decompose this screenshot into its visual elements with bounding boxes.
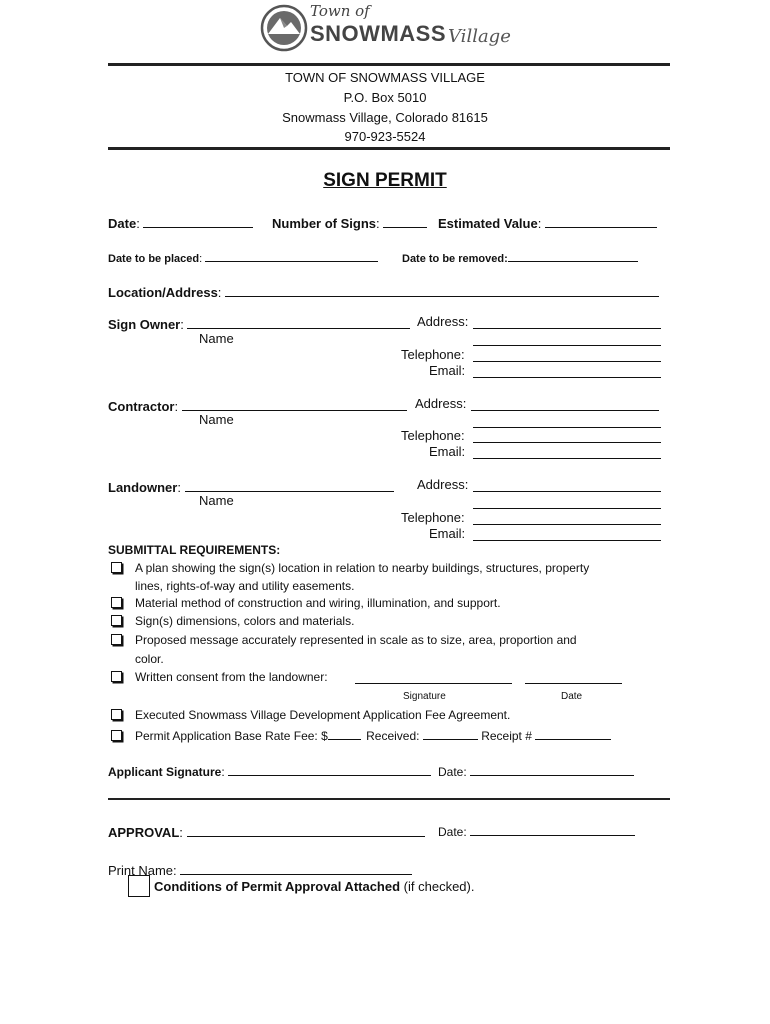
- contractor-telephone-field[interactable]: [473, 442, 661, 443]
- org-city: Snowmass Village, Colorado 81615: [282, 110, 488, 125]
- date-placed-row: Date to be placed:: [108, 250, 378, 265]
- page-title: SIGN PERMIT: [323, 170, 447, 191]
- logo-village: Village: [448, 26, 511, 47]
- consent-date-field[interactable]: [525, 683, 622, 684]
- checkbox-icon[interactable]: [111, 730, 122, 741]
- sign-owner-name-caption: Name: [199, 331, 234, 346]
- contractor-address-field[interactable]: [471, 410, 659, 411]
- submittal-item-text: A plan showing the sign(s) location in relation to nearby buildings, structures, property: [135, 561, 590, 575]
- logo-town-of: Town of: [310, 2, 370, 20]
- contractor-telephone-label: Telephone:: [401, 428, 465, 443]
- checkbox-icon[interactable]: [111, 615, 122, 626]
- landowner-address-line2[interactable]: [473, 508, 661, 509]
- checkbox-icon[interactable]: [111, 671, 122, 682]
- sign-owner-name-field[interactable]: [187, 314, 410, 329]
- contractor-address-line2[interactable]: [473, 427, 661, 428]
- submittal-item-text: Sign(s) dimensions, colors and materials.: [135, 614, 355, 628]
- contractor-name-caption: Name: [199, 412, 234, 427]
- contractor-email-field[interactable]: [473, 458, 661, 459]
- sign-owner-address-line2[interactable]: [473, 345, 661, 346]
- print-name-field[interactable]: [180, 860, 412, 875]
- submittal-item-plan: [111, 561, 589, 575]
- base-fee-field[interactable]: [328, 727, 361, 740]
- submittal-item-text: Executed Snowmass Village Development Application Fee Agreement.: [135, 708, 511, 722]
- org-po-box: P.O. Box 5010: [343, 90, 427, 105]
- date-placed-field[interactable]: [205, 250, 378, 262]
- landowner-row: Landowner:: [108, 477, 394, 495]
- submittal-heading: SUBMITTAL REQUIREMENTS:: [108, 543, 281, 557]
- applicant-date-label: Date:: [438, 765, 467, 779]
- landowner-label: Landowner: [108, 480, 178, 495]
- sign-owner-telephone-field[interactable]: [473, 361, 661, 362]
- org-name: TOWN OF SNOWMASS VILLAGE: [285, 70, 485, 85]
- submittal-item-text: Written consent from the landowner:: [135, 670, 328, 684]
- submittal-item-message-cont: color.: [135, 652, 164, 666]
- location-row: Location/Address:: [108, 282, 659, 300]
- sign-owner-row: Sign Owner:: [108, 314, 410, 332]
- submittal-item-text: Proposed message accurately represented in scale as to size, area, proportion and: [135, 633, 577, 647]
- landowner-telephone-field[interactable]: [473, 524, 661, 525]
- submittal-item-dimensions: [111, 614, 354, 628]
- submittal-item-material: [111, 596, 501, 610]
- landowner-email-field[interactable]: [473, 540, 661, 541]
- contractor-email-label: Email:: [429, 444, 466, 459]
- conditions-bold-text: Conditions of Permit Approval Attached: [154, 879, 401, 894]
- date-removed-label: Date to be removed:: [402, 253, 508, 265]
- checkbox-icon[interactable]: [111, 634, 122, 645]
- submittal-item-consent: [111, 670, 328, 684]
- date-field[interactable]: [143, 213, 253, 228]
- contractor-row: Contractor:: [108, 396, 407, 414]
- contractor-name-field[interactable]: [182, 396, 407, 411]
- est-value-label: Estimated Value: [438, 216, 538, 231]
- approval-date-row: [438, 823, 635, 839]
- received-label: Received:: [366, 729, 420, 743]
- submittal-item-base-fee: [111, 727, 611, 743]
- applicant-signature-row: Applicant Signature:: [108, 763, 431, 779]
- org-phone: 970-923-5524: [344, 129, 426, 144]
- sign-owner-email-label: Email:: [429, 363, 466, 378]
- sign-owner-address-field[interactable]: [473, 328, 661, 329]
- location-label: Location/Address: [108, 285, 218, 300]
- sign-owner-email-field[interactable]: [473, 377, 661, 378]
- received-field[interactable]: [423, 727, 478, 740]
- conditions-checkbox[interactable]: [128, 875, 150, 897]
- applicant-signature-field[interactable]: [228, 763, 431, 776]
- checkbox-icon[interactable]: [111, 597, 122, 608]
- landowner-address-label: Address:: [417, 477, 469, 492]
- approval-divider: [108, 798, 670, 800]
- sign-owner-telephone-label: Telephone:: [401, 347, 465, 362]
- consent-date-caption: Date: [561, 691, 583, 702]
- applicant-date-row: [438, 763, 634, 779]
- date-row: Date:: [108, 213, 253, 231]
- approval-row: APPROVAL:: [108, 822, 425, 840]
- header-bottom-rule: [108, 147, 670, 150]
- sign-owner-address-label: Address:: [417, 314, 469, 329]
- date-label: Date: [108, 216, 137, 231]
- base-fee-label: Permit Application Base Rate Fee: $: [135, 729, 328, 743]
- sign-owner-label: Sign Owner: [108, 317, 181, 332]
- submittal-item-fee-agreement: [111, 708, 510, 722]
- checkbox-icon[interactable]: [111, 709, 122, 720]
- num-signs-label: Number of Signs: [272, 216, 377, 231]
- receipt-label: Receipt #: [481, 729, 532, 743]
- approval-date-field[interactable]: [470, 823, 635, 836]
- landowner-email-label: Email:: [429, 526, 466, 541]
- town-logo: [258, 2, 518, 54]
- approval-signature-field[interactable]: [187, 822, 425, 837]
- contractor-label: Contractor: [108, 399, 175, 414]
- consent-signature-caption: Signature: [403, 691, 446, 702]
- contractor-address-label: Address:: [415, 396, 467, 411]
- landowner-name-field[interactable]: [185, 477, 394, 492]
- conditions-rest-text: (if checked).: [400, 879, 475, 894]
- est-value-row: Estimated Value:: [438, 213, 657, 231]
- date-placed-label: Date to be placed: [108, 253, 200, 265]
- landowner-address-field[interactable]: [473, 491, 661, 492]
- approval-date-label: Date:: [438, 825, 467, 839]
- logo-snowmass: SNOWMASS: [310, 21, 446, 46]
- submittal-item-text: Material method of construction and wiring, illumination, and support.: [135, 596, 501, 610]
- est-value-field[interactable]: [545, 213, 657, 228]
- date-removed-field[interactable]: [508, 250, 638, 262]
- submittal-item-plan-cont: lines, rights-of-way and utility easements.: [135, 579, 355, 593]
- consent-signature-field[interactable]: [355, 683, 512, 684]
- applicant-signature-label: Applicant Signature: [108, 765, 222, 779]
- print-name-row: [108, 860, 412, 878]
- date-removed-row: [402, 250, 638, 265]
- landowner-telephone-label: Telephone:: [401, 510, 465, 525]
- conditions-text: [154, 879, 474, 894]
- applicant-date-field[interactable]: [470, 763, 634, 776]
- landowner-name-caption: Name: [199, 493, 234, 508]
- location-field[interactable]: [225, 282, 659, 297]
- receipt-field[interactable]: [535, 727, 611, 740]
- mountain-emblem-icon: [260, 4, 308, 52]
- header-top-rule: [108, 63, 670, 66]
- num-signs-field[interactable]: [383, 213, 427, 228]
- print-name-label: Print Name:: [108, 863, 177, 878]
- approval-label: APPROVAL: [108, 825, 180, 840]
- checkbox-icon[interactable]: [111, 562, 122, 573]
- submittal-item-message: [111, 633, 577, 647]
- num-signs-row: Number of Signs:: [272, 213, 427, 231]
